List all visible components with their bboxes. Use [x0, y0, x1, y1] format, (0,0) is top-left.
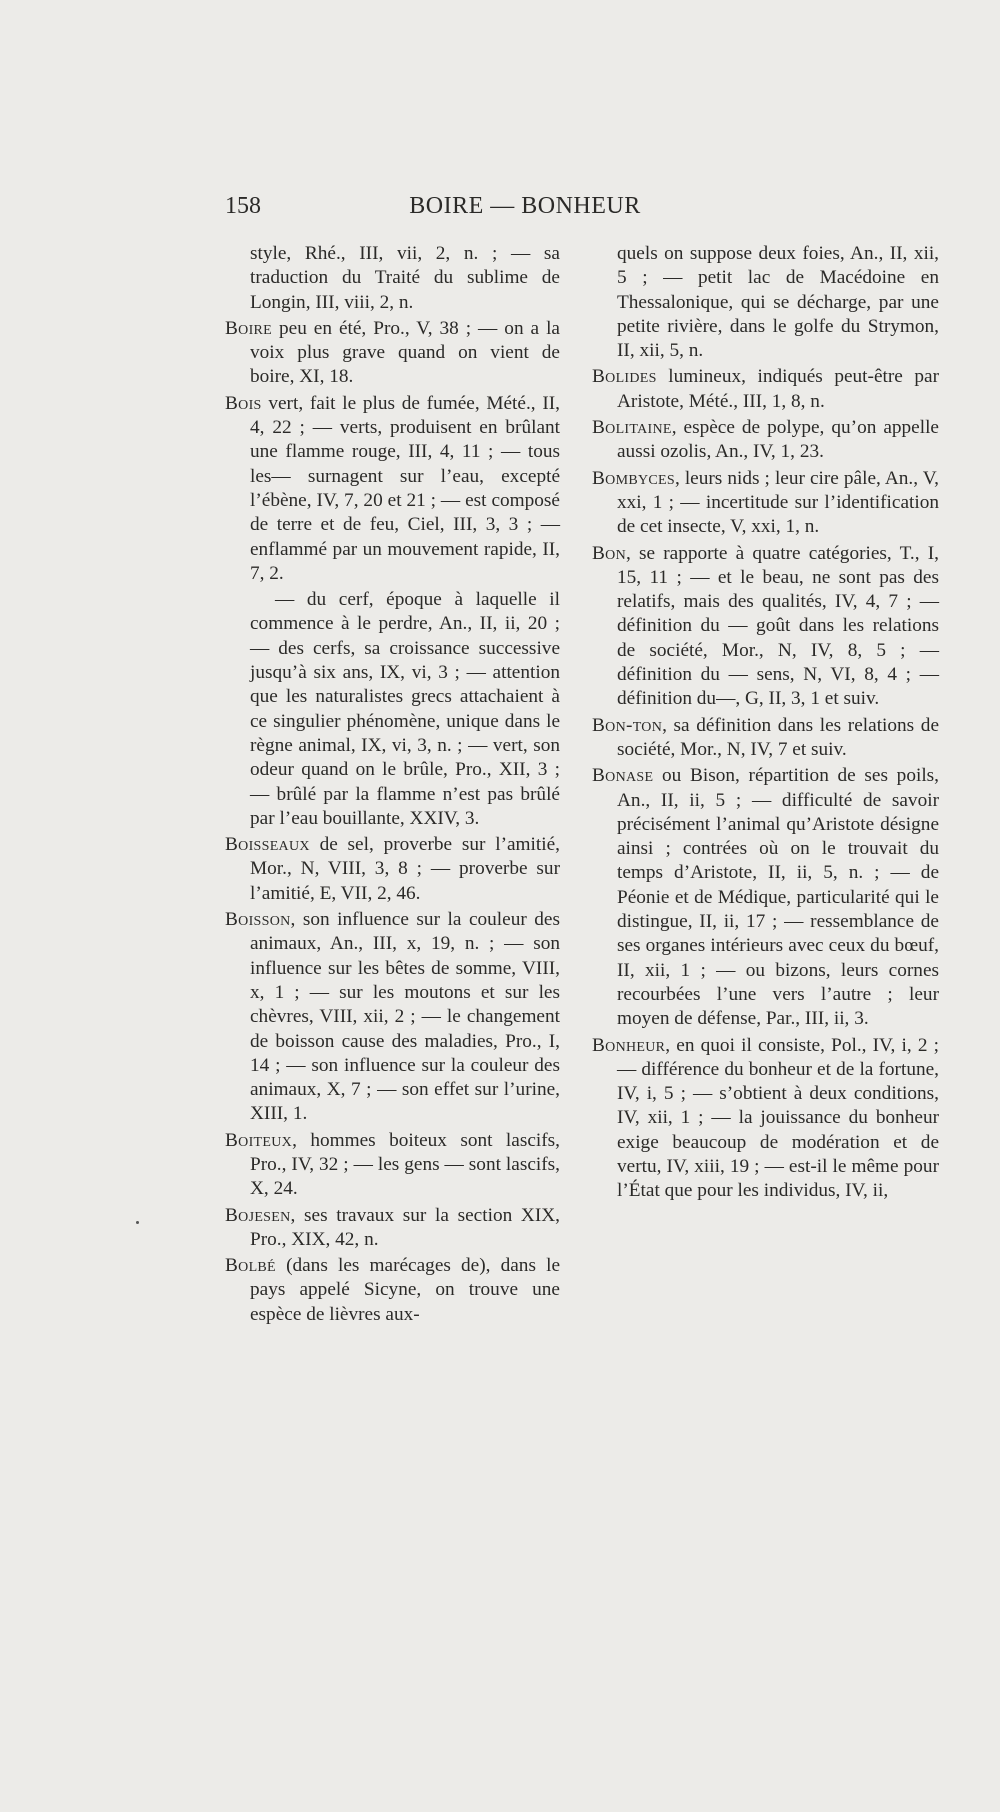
index-entry [592, 365, 939, 414]
entry-text: , espèce de polype, qu’on appelle aussi ozolis, An., IV, 1, 23. [617, 417, 939, 463]
index-entry [225, 833, 560, 906]
entry-text: , se rapporte à quatre catégories, T., I, 15, 11 ; — et le beau, ne sont pas des relatifs, mais des qualités, IV, 4, 7 ; — définition du — goût dans les relations de société, Mor., N, IV, 8, 5 ; — définition du — sens, N, VI, 8, 4 ; — définition du—, G, II, 3, 1 et suiv. [617, 542, 939, 710]
index-entry [592, 467, 939, 540]
entry-headword: Bon [592, 542, 626, 564]
entry-headword: Bon-ton [592, 714, 663, 736]
entry-text: quels on suppose deux foies, An., II, xii, 5 ; — petit lac de Macédoine en Thessalonique, qui se décharge, par une petite rivière, dans le golfe du Strymon, II, xii, 5, n. [617, 243, 939, 362]
index-entry [592, 416, 939, 465]
entry-text: style, Rhé., III, vii, 2, n. ; — sa traduction du Traité du sublime de Longin, III, viii, 2, n. [250, 243, 560, 313]
index-entry [592, 764, 939, 1031]
entry-text: , hommes boiteux sont lascifs, Pro., IV, 32 ; — les gens — sont lascifs, X, 24. [250, 1129, 560, 1200]
index-entry [592, 542, 939, 712]
left-column [225, 242, 560, 1329]
entry-headword: Bolides [592, 366, 657, 388]
entry-headword: Bojesen [225, 1204, 291, 1226]
entry-text: , en quoi il consiste, Pol., IV, i, 2 ; — différence du bonheur et de la fortune, IV, i, 5 ; — s’obtient à deux conditions, IV, xii, 1 ; — la jouissance du bonheur exige beaucoup de modération et de vertu, IV, xiii, 19 ; — est-il le même pour l’État que pour les individus, IV, ii, [617, 1034, 939, 1202]
entry-headword: Bonase [592, 765, 654, 787]
index-entry [592, 714, 939, 763]
entry-text: , leurs nids ; leur cire pâle, An., V, xxi, 1 ; — incertitude sur l’identification de cet insecte, V, xxi, 1, n. [617, 467, 939, 538]
index-entry [225, 1204, 560, 1253]
index-entry [592, 1034, 939, 1204]
index-entry [225, 588, 560, 831]
entry-headword: Boiteux [225, 1129, 293, 1151]
entry-headword: Bombyces [592, 467, 675, 489]
entry-headword: Boisseaux [225, 834, 310, 856]
entry-text: lumineux, indiqués peut-être par Aristote, Mété., III, 1, 8, n. [617, 366, 939, 412]
entry-text: vert, fait le plus de fumée, Mété., II, 4, 22 ; — verts, produisent en brûlant une flamme rouge, III, 4, 11 ; — tous les— surnagent sur l’eau, excepté l’ébène, IV, 7, 20 et 21 ; — est composé de terre et de feu, Ciel, III, 3, 3 ; — enflammé par un mouvement rapide, II, 7, 2. [250, 392, 560, 584]
entry-headword: Boire [225, 317, 273, 339]
entry-text: , ses travaux sur la section XIX, Pro., XIX, 42, n. [250, 1204, 560, 1250]
entry-headword: Bolitaine [592, 417, 672, 439]
index-entry [225, 392, 560, 586]
running-head: BOIRE — BONHEUR [409, 193, 641, 219]
index-entry [225, 1254, 560, 1327]
index-entry [225, 908, 560, 1127]
entry-headword: Boisson [225, 909, 291, 931]
entry-text: , son influence sur la couleur des animaux, An., III, x, 19, n. ; — son influence sur les bêtes de somme, VIII, x, 1 ; — sur les moutons et sur les chèvres, VIII, xii, 2 ; — le changement de boisson cause des maladies, Pro., I, 14 ; — son influence sur la couleur des animaux, X, 7 ; — son effet sur l’urine, XIII, 1. [250, 909, 560, 1125]
index-entry [225, 317, 560, 390]
entry-text: — du cerf, époque à laquelle il commence à le perdre, An., II, ii, 20 ; — des cerfs, sa croissance successive jusqu’à six ans, IX, vi, 3 ; — attention que les naturalistes grecs attachaient à ce singulier phénomène, unique dans le règne animal, IX, vi, 3, n. ; — vert, son odeur quand on le brûle, Pro., XII, 3 ; — brûlé par la flamme n’est pas brûlé par l’eau bouillante, XXIV, 3. [250, 589, 560, 829]
entry-text: (dans les marécages de), dans le pays appelé Sicyne, on trouve une espèce de lièvres aux- [250, 1255, 560, 1325]
index-entry [225, 1129, 560, 1202]
entry-text: peu en été, Pro., V, 38 ; — on a la voix plus grave quand on vient de boire, XI, 18. [250, 317, 560, 388]
entry-text: , sa définition dans les relations de société, Mor., N, IV, 7 et suiv. [617, 714, 939, 760]
entry-headword: Bonheur [592, 1034, 666, 1056]
index-entry [592, 242, 939, 363]
right-column [592, 242, 939, 1206]
entry-text: de sel, proverbe sur l’amitié, Mor., N, VIII, 3, 8 ; — proverbe sur l’amitié, E, VII, 2, 46. [250, 834, 560, 904]
entry-headword: Bois [225, 392, 262, 414]
entry-headword: Bolbé [225, 1255, 276, 1277]
index-entry [225, 242, 560, 315]
page-number: 158 [225, 193, 261, 219]
margin-dot [136, 1221, 139, 1224]
entry-text: ou Bison, répartition de ses poils, An., II, ii, 5 ; — difficulté de savoir précisément l’animal qu’Aristote désigne ainsi ; contrées où on le trouvait du temps d’Aristote, II, ii, 5, n. ; — de Péonie et de Médique, particularité qui le distingue, II, ii, 17 ; — ressemblance de ses organes intérieurs avec ceux du bœuf, II, xii, 1 ; — ou bizons, leurs cornes recourbées l’une vers l’autre ; leur moyen de défense, Par., III, ii, 3. [617, 765, 939, 1030]
